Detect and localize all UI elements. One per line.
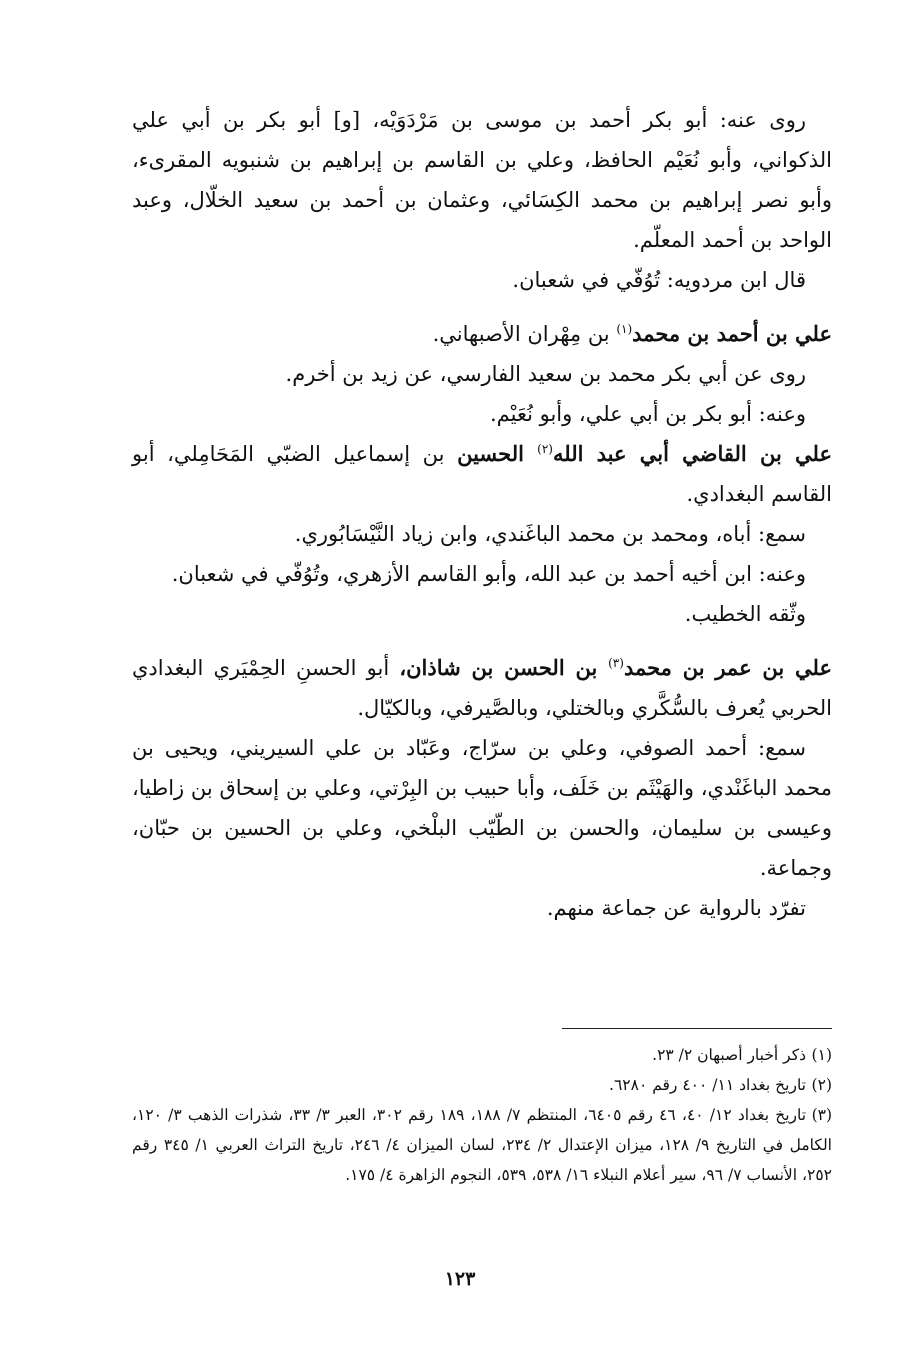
entry-name: علي بن أحمد بن محمد xyxy=(632,321,832,346)
footnote-text: تاريخ بغداد ١٢/ ٤٠، ٤٦ رقم ٦٤٠٥، المنتظم ٧/ ١٨٨، ١٨٩ رقم ٣٠٢، العبر ٣/ ٣٣، شذرات الذهب ٣/ ١٢٠، الكامل في التاريخ ٩/ ١٢٨، ميزان الإعتدال ٢/ ٢٣٤، لسان الميزان ٤/ ٢٤٦، تاريخ التراث العربي ١/ ٣٤٥ رقم ٢٥٢، الأنساب ٧/ ٩٦، سير أعلام النبلاء ١٦/ ٥٣٨، ٥٣٩، النجوم الزاهرة ٤/ ١٧٥. xyxy=(132,1106,832,1184)
paragraph: سمع: أحمد الصوفي، وعلي بن سرّاج، وعَبّاد بن علي السيريني، ويحيى بن محمد الباغَنْدي، والهَيْثَم بن خَلَف، وأبا حبيب بن البِرْتي، وعلي بن إسحاق بن زاطيا، وعيسى بن سليمان، والحسن بن الطّيّب البلْخي، وعلي بن الحسين بن حبّان، وجماعة. xyxy=(132,736,832,880)
main-text xyxy=(132,100,832,928)
paragraph: قال ابن مردويه: تُوُفّي في شعبان. xyxy=(512,268,806,292)
footnote-1 xyxy=(132,1040,832,1070)
biography-entry-2 xyxy=(132,434,832,514)
paragraph: روى عنه: أبو بكر أحمد بن موسى بن مَرْدَوَيْه، [و] أبو بكر بن أبي علي الذكواني، وأبو نُعَيْم الحافظ، وعلي بن القاسم بن إبراهيم بن شنبويه المقرىء، وأبو نصر إبراهيم بن محمد الكِسَائي، وعثمان بن أحمد بن سعيد الخلّال، وعبد الواحد بن أحمد المعلّم. xyxy=(132,108,832,252)
footnote-reference[interactable]: (٢) xyxy=(537,442,553,456)
entry-name: علي بن القاضي أبي عبد الله xyxy=(552,441,832,466)
paragraph: تفرّد بالرواية عن جماعة منهم. xyxy=(546,896,806,920)
entry-name-continued: بن الحسن بن شاذان، xyxy=(399,655,609,680)
entry-continuation: بن مِهْران الأصبهاني. xyxy=(432,322,617,346)
paragraph: سمع: أباه، ومحمد بن محمد الباغَندي، وابن زياد النَّيْسَابُوري. xyxy=(294,522,806,546)
footnote-number: (١) xyxy=(811,1046,832,1064)
footnote-reference[interactable]: (٣) xyxy=(608,656,624,670)
footnote-text: تاريخ بغداد ١١/ ٤٠٠ رقم ٦٢٨٠. xyxy=(609,1076,806,1094)
footnote-number: (٣) xyxy=(811,1106,833,1124)
entry-continuation: أبو الحسنِ الحِمْيَري البغدادي الحربي يُعرف بالسُّكَّري وبالختلي، وبالصَّيرفي، وبالكيّال. xyxy=(132,656,832,720)
footnote-number: (٢) xyxy=(811,1076,832,1094)
footnote-3 xyxy=(132,1100,832,1190)
entry-name: علي بن عمر بن محمد xyxy=(623,655,833,680)
footnotes xyxy=(132,1040,832,1190)
paragraph: وعنه: ابن أخيه أحمد بن عبد الله، وأبو القاسم الأزهري، وتُوُفّي في شعبان. xyxy=(171,562,806,586)
biography-entry-1 xyxy=(132,314,832,354)
entry-continuation: بن إسماعيل الضبّي المَحَامِلي، أبو القاسم البغدادي. xyxy=(132,442,832,506)
paragraph: روى عن أبي بكر محمد بن سعيد الفارسي، عن زيد بن أخرم. xyxy=(285,362,806,386)
biography-entry-3 xyxy=(132,648,832,728)
paragraph: وثّقه الخطيب. xyxy=(684,602,806,626)
page-number: ١٢٣ xyxy=(444,1268,476,1290)
footnote-divider xyxy=(562,1028,832,1029)
footnote-2 xyxy=(132,1070,832,1100)
paragraph: وعنه: أبو بكر بن أبي علي، وأبو نُعَيْم. xyxy=(489,402,806,426)
footnote-reference[interactable]: (١) xyxy=(616,322,633,336)
footnote-text: ذكر أخبار أصبهان ٢/ ٢٣. xyxy=(652,1046,806,1064)
entry-name-continued: الحسين xyxy=(457,441,538,466)
